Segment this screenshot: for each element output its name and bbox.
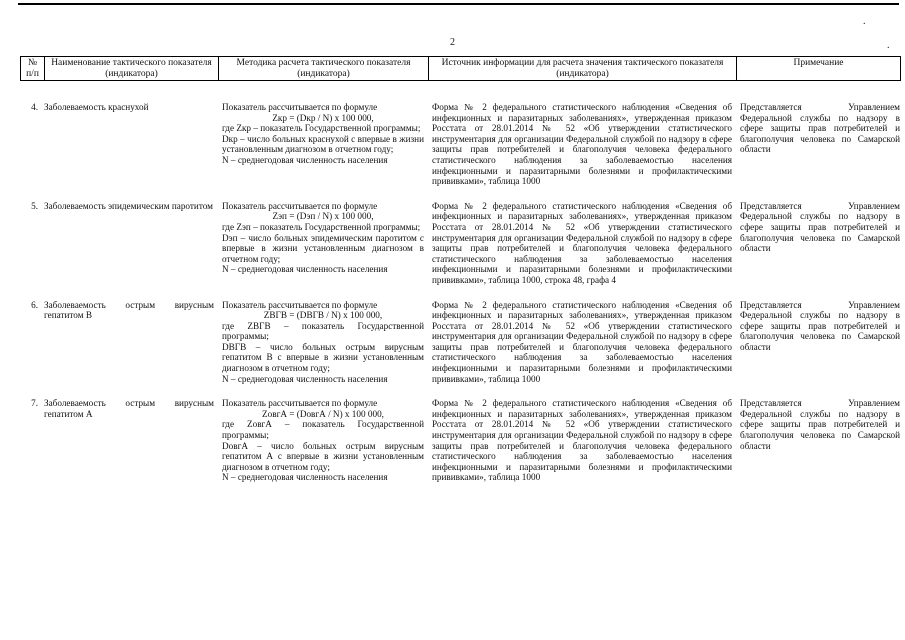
column-header-source: Источник информации для расчета значения тактического показателя (индикатора)	[429, 57, 737, 81]
indicator-rows	[20, 102, 900, 483]
method-formula: Zэп = (Dэп / N) х 100 000,	[272, 211, 374, 222]
method-definition: Dкр – число больных краснухой с впервые в жизни установленным диагнозом в отчетном году;	[222, 133, 424, 155]
calculation-method	[218, 102, 428, 187]
method-definition: Dэп – число больных эпидемическим паротитом с впервые в жизни установленным диагнозом в отчетном году;	[222, 232, 424, 264]
method-formula: ZовгА = (DовгА / N) х 100 000,	[262, 408, 384, 419]
information-source: Форма № 2 федерального статистического наблюдения «Сведения об инфекционных и паразитарных заболеваниях», утвержденная приказом Росстата от 28.01.2014 № 52 «Об утверждении статистического инструментария для организации Федеральной службой по надзору в сфере защиты прав потребителей и благополучия человека федерального статистического наблюдения за заболеваемостью населения инфекционными и паразитарными болезнями и профилактическими прививками», таблица 1000	[432, 102, 732, 187]
information-source: Форма № 2 федерального статистического наблюдения «Сведения об инфекционных и паразитарных заболеваниях», утвержденная приказом Росстата от 28.01.2014 № 52 «Об утверждении статистического инструментария для организации Федеральной службой по надзору в сфере защиты прав потребителей и благополучия человека федерального статистического наблюдения за заболеваемостью населения инфекционными и паразитарными болезнями и профилактическими прививками», таблица 1000, строка 48, графа 4	[432, 200, 732, 285]
method-definition: DВГВ – число больных острым вирусным гепатитом В с впервые в жизни установленным диагнозом в отчетном году;	[222, 341, 424, 374]
column-header-num: № п/п	[21, 57, 45, 81]
row-note: Представляется Управлением Федеральной службы по надзору в сфере защиты прав потребителей и благополучия человека по Самарской области	[740, 299, 900, 352]
method-definition: N – среднегодовая численность населения	[222, 154, 388, 165]
table-row	[20, 201, 900, 286]
method-intro: Показатель рассчитывается по формуле	[222, 200, 378, 211]
method-intro: Показатель рассчитывается по формуле	[222, 398, 378, 409]
information-source: Форма № 2 федерального статистического наблюдения «Сведения об инфекционных и паразитарных заболеваниях», утвержденная приказом Росстата от 28.01.2014 № 52 «Об утверждении статистического инструментария для организации Федеральной службой по надзору в сфере защиты прав потребителей и благополучия человека федерального статистического наблюдения за заболеваемостью населения инфекционными и паразитарными болезнями и профилактическими прививками», таблица 1000	[432, 299, 732, 384]
page-number: 2	[450, 37, 455, 48]
calculation-method	[218, 300, 428, 385]
row-number: 5.	[31, 200, 38, 211]
method-intro: Показатель рассчитывается по формуле	[222, 299, 378, 310]
method-intro: Показатель рассчитывается по формуле	[222, 102, 378, 112]
top-border-line	[18, 3, 899, 5]
indicator-name: Заболеваемость острым вирусным гепатитом А	[44, 398, 214, 419]
method-definition: где ZВГВ – показатель Государственной программы;	[222, 320, 424, 342]
method-definition: где ZовгА – показатель Государственной программы;	[222, 419, 424, 441]
table-row	[20, 102, 900, 187]
indicator-name: Заболеваемость эпидемическим паротитом	[44, 200, 213, 211]
column-header-name: Наименование тактического показателя (индикатора)	[45, 57, 219, 81]
method-definition: где Zэп – показатель Государственной программы;	[222, 221, 421, 232]
calculation-method	[218, 398, 428, 483]
indicator-name: Заболеваемость острым вирусным гепатитом В	[44, 299, 214, 321]
row-number: 4.	[31, 102, 38, 112]
corner-mark: .	[887, 40, 890, 51]
row-note: Представляется Управлением Федеральной службы по надзору в сфере защиты прав потребителей и благополучия человека по Самарской области	[740, 200, 900, 254]
table-row	[20, 398, 900, 483]
information-source: Форма № 2 федерального статистического наблюдения «Сведения об инфекционных и паразитарных заболеваниях», утвержденная приказом Росстата от 28.01.2014 № 52 «Об утверждении статистического инструментария для организации Федеральной службой по надзору в сфере защиты прав потребителей и благополучия человека федерального статистического наблюдения за заболеваемостью населения инфекционными и паразитарными болезнями и профилактическими прививками», таблица 1000	[432, 398, 732, 483]
method-definition: N – среднегодовая численность населения	[222, 264, 388, 275]
row-number: 7.	[31, 398, 38, 409]
method-definition: N – среднегодовая численность населения	[222, 373, 388, 384]
column-header-method: Методика расчета тактического показателя (индикатора)	[219, 57, 429, 81]
calculation-method	[218, 201, 428, 286]
row-note: Представляется Управлением Федеральной службы по надзору в сфере защиты прав потребителей и благополучия человека по Самарской области	[740, 398, 900, 451]
table-header	[20, 56, 901, 81]
method-definition: где Zкр – показатель Государственной программы;	[222, 123, 421, 134]
corner-mark: .	[863, 16, 866, 27]
method-formula: ZВГВ = (DВГВ / N) х 100 000,	[263, 310, 383, 321]
method-definition: DовгА – число больных острым вирусным гепатитом А с впервые в жизни установленным диагнозом в отчетном году;	[222, 440, 424, 472]
table-row	[20, 300, 900, 385]
method-formula: Zкр = (Dкр / N) х 100 000,	[272, 112, 374, 123]
column-header-note: Примечание	[737, 57, 901, 81]
method-definition: N – среднегодовая численность населения	[222, 472, 388, 483]
row-number: 6.	[31, 299, 38, 310]
row-note: Представляется Управлением Федеральной службы по надзору в сфере защиты прав потребителей и благополучия человека по Самарской области	[740, 102, 900, 155]
indicator-name: Заболеваемость краснухой	[44, 102, 149, 112]
